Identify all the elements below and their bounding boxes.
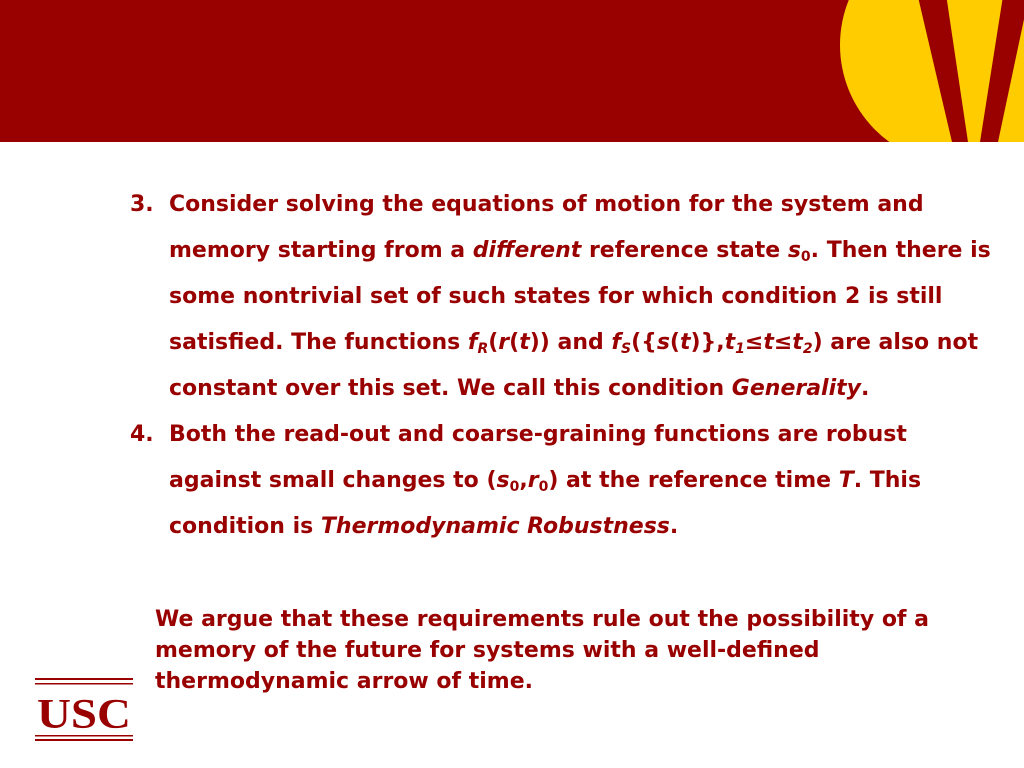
text-segment: 2 [802,341,813,357]
text-segment: ( [669,330,680,355]
text-segment: ≤ [773,330,793,355]
text-segment: ≤ [744,330,764,355]
text-segment: 0 [509,479,520,495]
text-segment: t [763,330,774,355]
text-segment: different [472,238,582,263]
text-segment: 0 [538,479,549,495]
text-segment: ({ [631,330,657,355]
text-segment: Thermodynamic Robustness [320,514,670,539]
text-segment: ( [488,330,499,355]
usc-wordmark-text: USC [37,692,131,738]
text-segment: f [467,330,478,355]
text-segment: ( [509,330,520,355]
list-item-3 [130,182,1000,412]
text-segment: T [838,468,854,493]
header-band [0,0,1024,142]
list-text [169,412,1000,550]
text-segment: t [792,330,803,355]
text-segment: Consider solving the equations of motion for the system and memory starting from a [169,192,924,263]
text-segment: s [496,468,510,493]
text-segment: )) and [529,330,612,355]
text-segment: r [527,468,539,493]
text-segment: Generality [731,376,861,401]
text-segment: s [656,330,670,355]
text-segment: R [477,341,489,357]
conclusion-text: We argue that these requirements rule out the possibility of a memory of the future for systems with a well-defined thermodynamic arrow of time. [155,607,930,694]
text-segment: t [519,330,530,355]
text-segment: . [861,376,870,401]
text-segment: )}, [690,330,725,355]
text-segment: ) at the reference time [548,468,839,493]
text-segment: f [611,330,621,355]
list-number: 3. [130,192,154,217]
text-segment: ) are also not constant over this set. We call this condition [169,330,979,401]
text-segment: 0 [800,249,811,265]
list-item-4 [130,412,1000,550]
text-segment: . Then there is some nontrivial set of such states for which condition 2 is still satisfied. The functions [169,238,991,355]
text-segment: , [519,468,528,493]
usc-wordmark-icon [35,676,133,744]
text-segment: . This condition is [169,468,922,539]
list-number: 4. [130,422,154,447]
text-segment: t [724,330,736,355]
usc-v-mark-icon [0,0,1024,142]
text-segment: t [679,330,691,355]
slide-content [130,182,1000,550]
text-segment: . [669,514,679,539]
text-segment: Both the read-out and coarse-graining functions are robust against small changes to ( [169,422,907,493]
text-segment: r [498,330,510,355]
list-text [169,182,1000,412]
text-segment: 1 [735,341,745,357]
text-segment: S [621,341,632,357]
text-segment: s [787,238,801,263]
text-segment: reference state [581,238,788,263]
